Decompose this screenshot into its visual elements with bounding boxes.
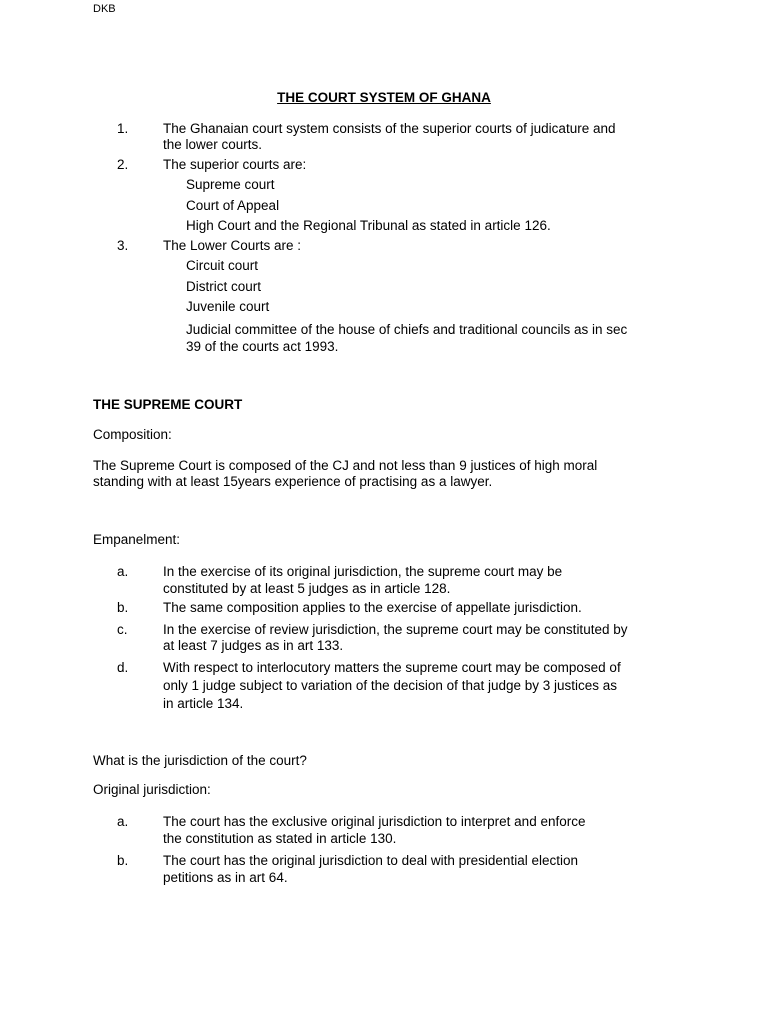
page-title: THE COURT SYSTEM OF GHANA [277,90,491,105]
list-letter: b. [117,853,129,868]
list-item-text: The superior courts are: [163,157,307,172]
list-item-text: only 1 judge subject to variation of the decision of that judge by 3 justices as [163,678,618,693]
list-letter: b. [117,600,129,615]
list-item-text: In the exercise of its original jurisdiction, the supreme court may be [163,564,563,579]
sub-item: District court [186,279,262,294]
list-number: 3. [117,238,129,253]
sub-item: Supreme court [186,177,275,192]
paragraph-text: The Supreme Court is composed of the CJ and not less than 9 justices of high moral [93,458,598,473]
section-heading: THE SUPREME COURT [93,397,243,412]
section-label: Composition: [93,427,172,442]
list-letter: d. [117,660,129,675]
list-item-text: The court has the exclusive original jurisdiction to interpret and enforce [163,814,586,829]
list-item-text: In the exercise of review jurisdiction, the supreme court may be constituted by [163,622,628,637]
list-item-text: at least 7 judges as in art 133. [163,638,344,653]
list-item-text: in article 134. [163,696,244,711]
section-label: Original jurisdiction: [93,782,211,797]
paragraph-text: standing with at least 15years experience of practising as a lawyer. [93,474,493,489]
sub-item: Juvenile court [186,299,270,314]
header-initials: DKB [93,3,116,15]
list-letter: a. [117,564,129,579]
list-item-text: The court has the original jurisdiction to deal with presidential election [163,853,578,868]
list-number: 1. [117,121,129,136]
sub-item-text: 39 of the courts act 1993. [186,339,339,354]
sub-item: Circuit court [186,258,259,273]
sub-item-text: Judicial committee of the house of chiefs and traditional councils as in sec [186,322,628,337]
list-item-text: the constitution as stated in article 130. [163,831,397,846]
list-item-text: With respect to interlocutory matters the supreme court may be composed of [163,660,621,675]
list-letter: a. [117,814,129,829]
list-item-text: The Lower Courts are : [163,238,302,253]
list-item-text: constituted by at least 5 judges as in article 128. [163,581,451,596]
list-item-text: petitions as in art 64. [163,870,288,885]
list-item-text: The Ghanaian court system consists of the superior courts of judicature and [163,121,616,136]
sub-item: Court of Appeal [186,198,280,213]
list-item-text: The same composition applies to the exercise of appellate jurisdiction. [163,600,582,615]
list-letter: c. [117,622,128,637]
section-label: Empanelment: [93,532,181,547]
section-question: What is the jurisdiction of the court? [93,753,307,768]
list-number: 2. [117,157,129,172]
list-item-text: the lower courts. [163,137,263,152]
sub-item: High Court and the Regional Tribunal as stated in article 126. [186,218,551,233]
